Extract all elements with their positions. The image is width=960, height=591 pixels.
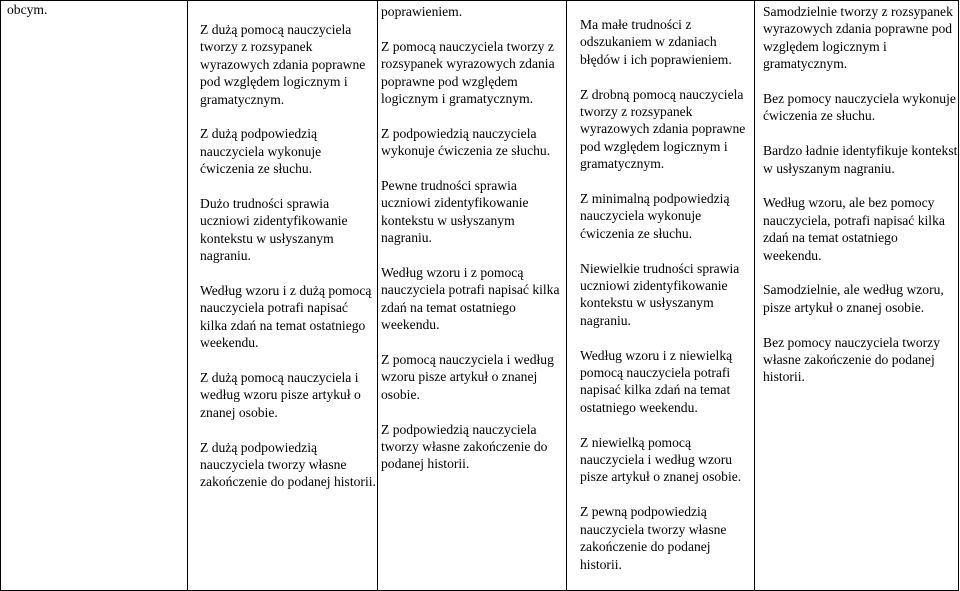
cell-paragraph: Bez pomocy nauczyciela tworzy własne zakończenie do podanej historii. [763, 334, 941, 385]
table-cell-column-1 [1, 1, 188, 591]
cell-text-column-1 [1, 1, 187, 18]
cell-paragraph: Według wzoru, ale bez pomocy nauczyciela, potrafi napisać kilka zdań na temat ostatniego weekendu. [763, 195, 945, 263]
table-row [1, 1, 959, 591]
cell-text-column-2 [188, 1, 377, 491]
cell-paragraph: Z podpowiedzią nauczyciela wykonuje ćwiczenia ze słuchu. [381, 125, 551, 159]
table-cell-column-5 [755, 1, 959, 591]
cell-paragraph: Dużo trudności sprawia uczniowi zidentyfikowanie kontekstu w usłyszanym nagraniu. [200, 196, 348, 264]
cell-paragraph: Niewielkie trudności sprawia uczniowi zidentyfikowanie kontekstu w usłyszanym nagraniu. [580, 260, 740, 328]
cell-paragraph: Ma małe trudności z odszukaniem w zdaniach błędów i ich poprawieniem. [580, 17, 732, 67]
cell-paragraph: Samodzielnie tworzy z rozsypanek wyrazowych zdania poprawne pod względem logicznym i gramatycznym. [763, 4, 953, 72]
cell-paragraph: Z dużą pomocą nauczyciela i według wzoru pisze artykuł o znanej osobie. [200, 370, 361, 420]
cell-paragraph: Z pomocą nauczyciela tworzy z rozsypanek wyrazowych zdania poprawne pod względem logicznym i gramatycznym. [381, 38, 555, 107]
cell-paragraph: Według wzoru i z dużą pomocą nauczyciela potrafi napisać kilka zdań na temat ostatniego weekendu. [200, 283, 372, 351]
cell-paragraph: poprawieniem. [381, 4, 463, 19]
cell-text-column-5 [755, 1, 958, 386]
cell-paragraph: obcym. [7, 2, 48, 17]
cell-paragraph: Według wzoru i z niewielką pomocą nauczyciela potrafi napisać kilka zdań na temat ostatniego weekendu. [580, 347, 733, 415]
cell-paragraph: Pewne trudności sprawia uczniowi zidentyfikowanie kontekstu w usłyszanym nagraniu. [381, 178, 529, 246]
cell-paragraph: Z drobną pomocą nauczyciela tworzy z rozsypanek wyrazowych zdania poprawne pod względem logicznym i gramatycznym. [580, 86, 746, 172]
cell-paragraph: Z pewną podpowiedzią nauczyciela tworzy własne zakończenie do podanej historii. [580, 504, 727, 572]
cell-paragraph: Z dużą podpowiedzią nauczyciela tworzy własne zakończenie do podanej historii. [200, 439, 376, 490]
cell-paragraph: Z podpowiedzią nauczyciela tworzy własne zakończenie do podanej historii. [381, 421, 548, 472]
cell-paragraph: Z niewielką pomocą nauczyciela i według wzoru pisze artykuł o znanej osobie. [580, 434, 742, 485]
cell-text-column-4 [567, 1, 754, 573]
table-cell-column-2 [188, 1, 378, 591]
cell-paragraph: Według wzoru i z pomocą nauczyciela potrafi napisać kilka zdań na temat ostatniego weekendu. [381, 265, 560, 333]
cell-paragraph: Z dużą podpowiedzią nauczyciela wykonuje ćwiczenia ze słuchu. [200, 126, 322, 177]
cell-paragraph: Z pomocą nauczyciela i według wzoru pisze artykuł o znanej osobie. [381, 352, 554, 402]
cell-paragraph: Bez pomocy nauczyciela wykonuje ćwiczenia ze słuchu. [763, 91, 956, 124]
table-cell-column-3 [378, 1, 567, 591]
cell-paragraph: Z minimalną podpowiedzią nauczyciela wykonuje ćwiczenia ze słuchu. [580, 191, 730, 241]
cell-text-column-3 [378, 1, 566, 473]
cell-paragraph: Samodzielnie, ale według wzoru, pisze artykuł o znanej osobie. [763, 282, 944, 315]
cell-paragraph: Z dużą pomocą nauczyciela tworzy z rozsypanek wyrazowych zdania poprawne pod względem logicznym i gramatycznym. [200, 22, 366, 107]
table-cell-column-4 [567, 1, 755, 591]
cell-paragraph: Bardzo ładnie identyfikuje kontekst w usłyszanym nagraniu. [763, 143, 958, 176]
